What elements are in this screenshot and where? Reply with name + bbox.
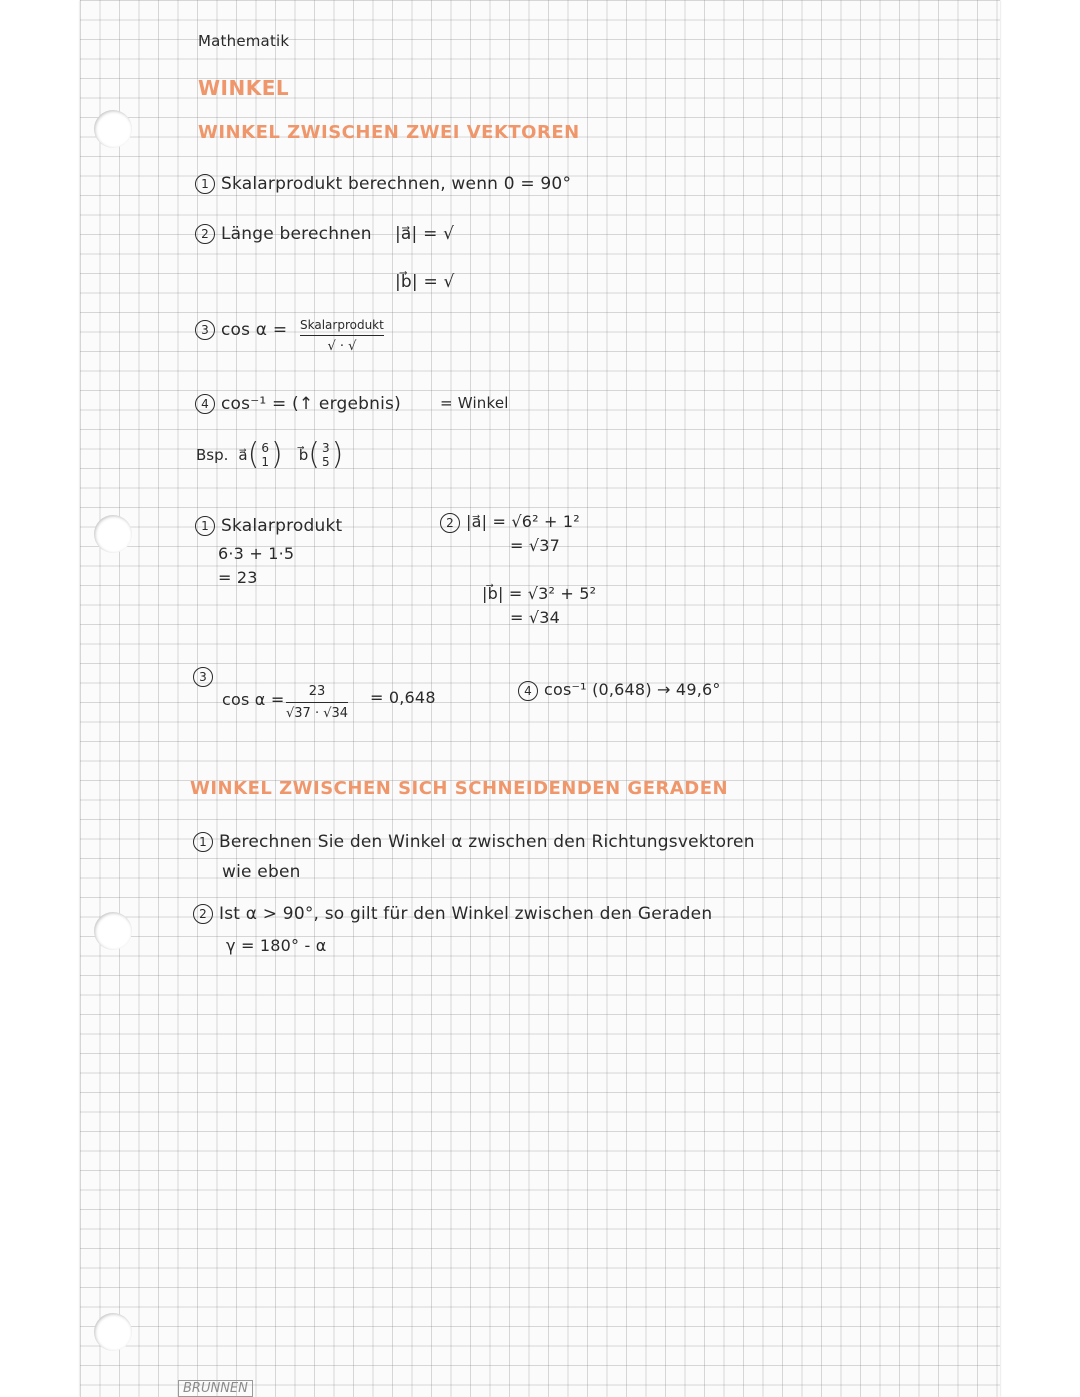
step-4 [195, 394, 401, 414]
cos-alpha-label: cos α = [222, 690, 285, 709]
fraction-bar [300, 335, 384, 336]
section-heading: WINKEL ZWISCHEN SICH SCHNEIDENDEN GERADEN [190, 778, 729, 799]
subject-label: Mathematik [198, 32, 290, 50]
punch-hole [94, 912, 132, 950]
b-length: |b⃗| = √ [395, 272, 455, 292]
winkel-result: = Winkel [440, 394, 509, 412]
paren-left: ( [308, 437, 320, 472]
cos-result: = 0,648 [370, 688, 436, 707]
fraction-bar [286, 702, 348, 703]
step-3 [195, 320, 287, 340]
vector-component: 3 [321, 441, 330, 455]
cos-fraction [300, 318, 384, 354]
step-text: Länge berechnen [221, 224, 372, 244]
brand-logo: BRUNNEN [178, 1380, 253, 1397]
vector-a-values [261, 441, 269, 469]
vector-component: 1 [261, 455, 269, 469]
section-heading: WINKEL ZWISCHEN ZWEI VEKTOREN [198, 122, 580, 143]
step-number: 2 [195, 224, 215, 244]
a-length: |a⃗| = √ [395, 224, 455, 244]
section2-step-2 [193, 904, 712, 924]
example-step-1 [195, 516, 342, 536]
paren-right: ) [270, 437, 283, 472]
step-number: 1 [195, 516, 215, 536]
scalar-calc: 6·3 + 1·5 [218, 544, 295, 563]
step-number: 1 [193, 832, 213, 852]
step-text: Ist α > 90°, so gilt für den Winkel zwischen den Geraden [219, 904, 713, 924]
angle-result: cos⁻¹ (0,648) → 49,6° [544, 680, 721, 699]
step-number: 4 [518, 681, 538, 701]
section2-step-1 [193, 832, 755, 852]
vector-component: 5 [321, 455, 330, 469]
paren-right: ) [331, 437, 344, 472]
page-title: WINKEL [198, 76, 290, 100]
a-length-calc: |a⃗| = √6² + 1² [466, 512, 580, 531]
step-number: 3 [193, 667, 213, 687]
example-label: Bsp. [196, 446, 229, 464]
step-text: cos⁻¹ = (↑ ergebnis) [221, 394, 401, 414]
cos-alpha-label: cos α = [221, 320, 288, 340]
numerator: Skalarprodukt [300, 318, 384, 332]
step-number: 1 [195, 174, 215, 194]
punch-hole [94, 110, 132, 148]
b-length-calc: |b⃗| = √3² + 5² [482, 584, 597, 603]
step-1 [195, 174, 571, 194]
a-length-result: = √37 [510, 536, 561, 555]
numerator: 23 [308, 684, 326, 699]
example-step-3 [193, 667, 219, 687]
step-number: 4 [195, 394, 215, 414]
step-number: 2 [193, 904, 213, 924]
example-step-4 [518, 680, 721, 701]
punch-hole [94, 1313, 132, 1351]
step-2 [195, 224, 372, 244]
step-title: Skalarprodukt [221, 516, 343, 536]
vector-a-name: a⃗ [238, 446, 248, 464]
scalar-result: = 23 [218, 568, 258, 587]
step-text: Skalarprodukt berechnen, wenn 0 = 90° [221, 174, 572, 194]
punch-hole [94, 515, 132, 553]
paren-left: ( [247, 437, 260, 472]
step-number: 3 [195, 320, 215, 340]
b-length-result: = √34 [510, 608, 561, 627]
denominator: √37 · √34 [286, 706, 349, 721]
vector-b-values [322, 441, 330, 469]
step-text: Berechnen Sie den Winkel α zwischen den Richtungsvektoren [219, 832, 755, 852]
vector-b-name: b⃗ [298, 446, 309, 464]
step-number: 2 [440, 513, 460, 533]
example-fraction [286, 684, 348, 721]
example-step-2 [440, 512, 580, 533]
step-text-continued: wie eben [222, 862, 301, 882]
denominator: √ · √ [327, 339, 357, 354]
gamma-formula: γ = 180° - α [226, 936, 327, 955]
vector-component: 6 [261, 441, 269, 455]
example-vectors [196, 437, 344, 472]
